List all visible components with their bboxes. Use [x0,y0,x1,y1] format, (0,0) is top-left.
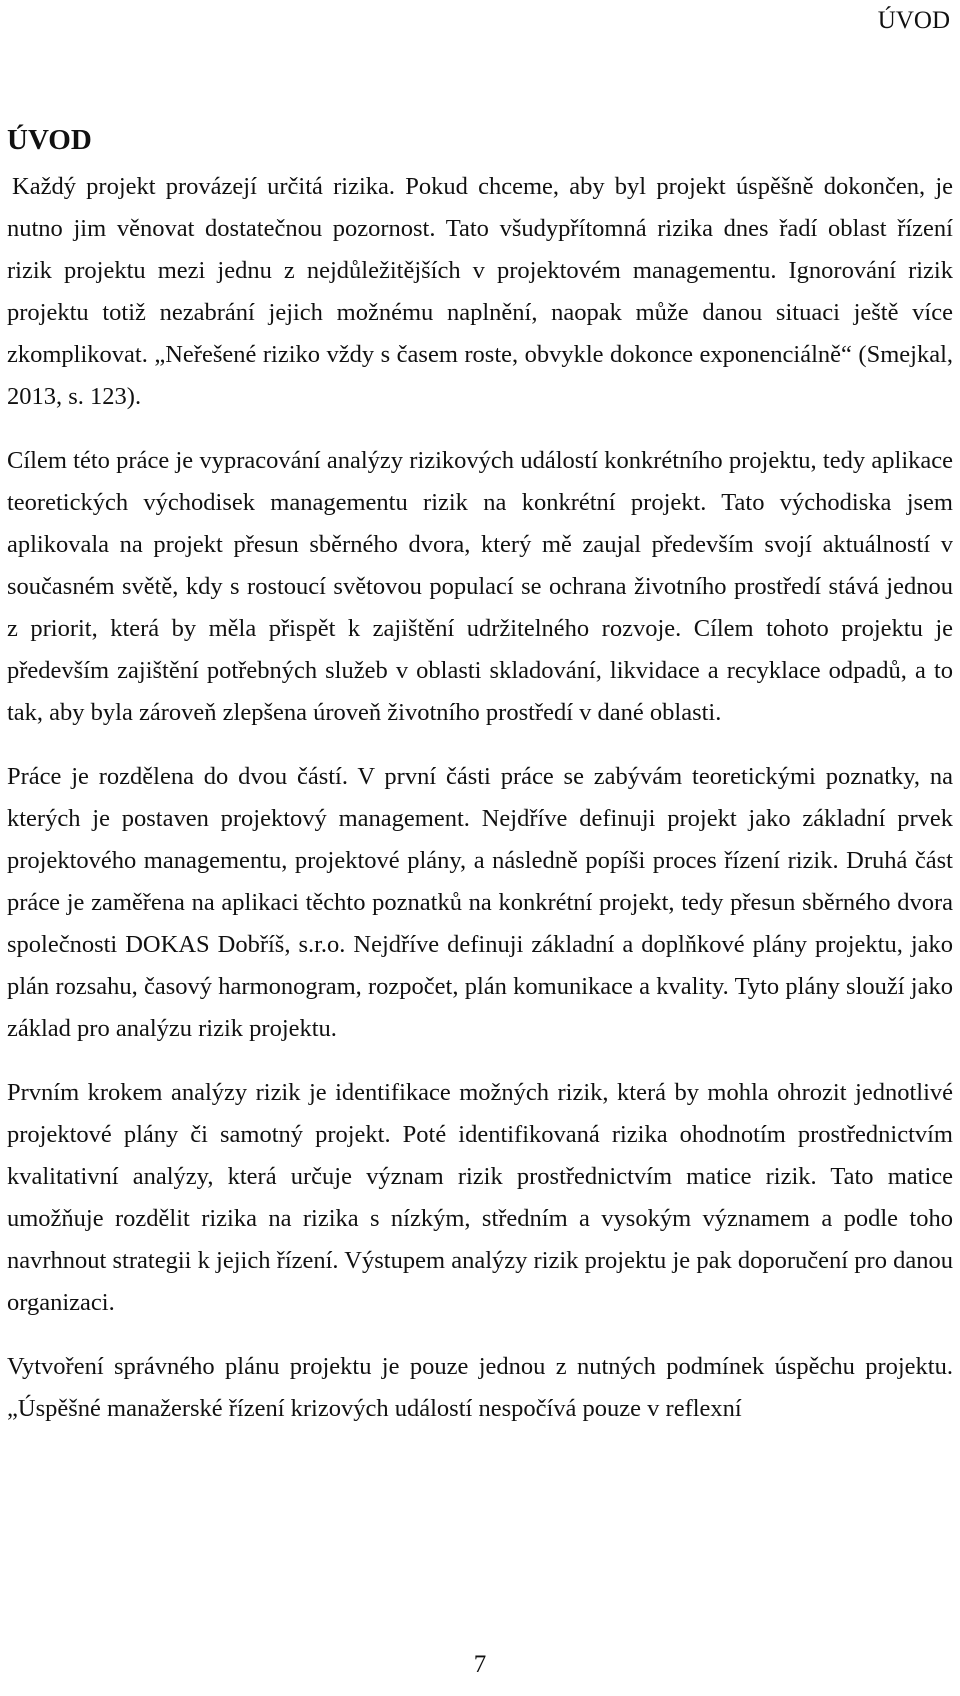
running-header: ÚVOD [877,7,950,34]
paragraph-intro: Každý projekt provázejí určitá rizika. Pokud chceme, aby byl projekt úspěšně dokončen, je nutno jim věnovat dostatečnou pozornost. Tato všudypřítomná rizika dnes řadí oblast řízení rizik projektu mezi jednu z nejdůležitějších v projektovém managementu. Ignorování rizik projektu totiž nezabrání jejich možnému naplnění, naopak může danou situaci ještě více zkomplikovat. „Neřešené riziko vždy s časem roste, obvykle dokonce exponenciálně“ (Smejkal, 2013, s. 123). [7,173,953,410]
section-title: ÚVOD [7,124,92,156]
paragraph-plan: Vytvoření správného plánu projektu je pouze jednou z nutných podmínek úspěchu projektu. „Úspěšné manažerské řízení krizových událostí nespočívá pouze v reflexní [7,1353,953,1422]
page-number: 7 [473,1651,487,1678]
page-content [7,122,953,1452]
paragraph-structure: Práce je rozdělena do dvou částí. V první části práce se zabývám teoretickými poznatky, na kterých je postaven projektový management. Nejdříve definuji projekt jako základní prvek projektového managementu, projektové plány, a následně popíši proces řízení rizik. Druhá část práce je zaměřena na aplikaci těchto poznatků na konkrétní projekt, tedy přesun sběrného dvora společnosti DOKAS Dobříš, s.r.o. Nejdříve definuji základní a doplňkové plány projektu, jako plán rozsahu, časový harmonogram, rozpočet, plán komunikace a kvality. Tyto plány slouží jako základ pro analýzu rizik projektu. [7,763,953,1042]
paragraph-goal: Cílem této práce je vypracování analýzy rizikových událostí konkrétního projektu, tedy aplikace teoretických východisek managementu rizik na konkrétní projekt. Tato východiska jsem aplikovala na projekt přesun sběrného dvora, který mě zaujal především svojí aktuálností v současném světě, kdy s rostoucí světovou populací se ochrana životního prostředí stává jednou z priorit, která by měla přispět k zajištění udržitelného rozvoje. Cílem tohoto projektu je především zajištění potřebných služeb v oblasti skladování, likvidace a recyklace odpadů, a to tak, aby byla zároveň zlepšena úroveň životního prostředí v dané oblasti. [7,447,953,726]
paragraph-risk-analysis: Prvním krokem analýzy rizik je identifikace možných rizik, která by mohla ohrozit jednotlivé projektové plány či samotný projekt. Poté identifikovaná rizika ohodnotím prostřednictvím kvalitativní analýzy, která určuje význam rizik prostřednictvím matice rizik. Tato matice umožňuje rozdělit rizika na rizika s nízkým, středním a vysokým významem a podle toho navrhnout strategii k jejich řízení. Výstupem analýzy rizik projektu je pak doporučení pro danou organizaci. [7,1079,953,1316]
